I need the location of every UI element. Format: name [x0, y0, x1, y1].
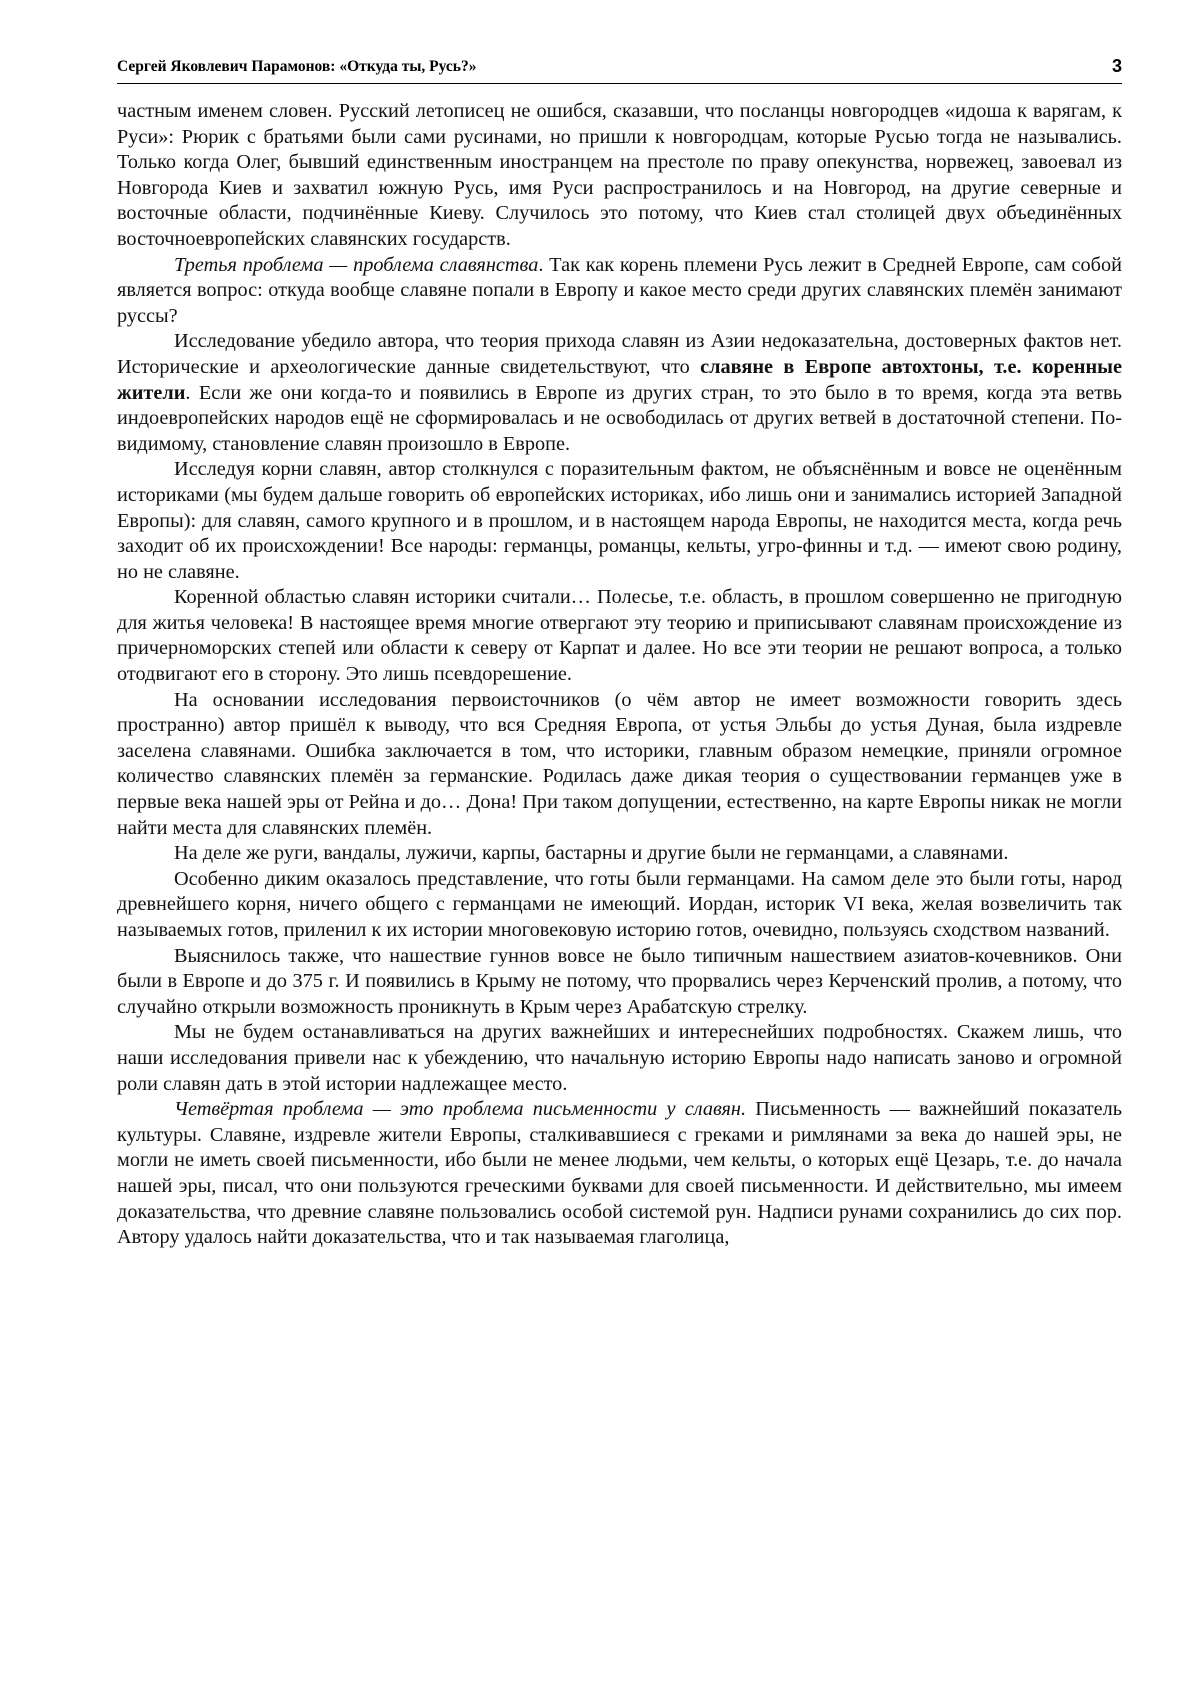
paragraph-lead-italic: Четвёртая проблема — это проблема письменности у славян.	[174, 1098, 747, 1121]
paragraph-9	[117, 944, 1122, 1021]
paragraph-2	[117, 253, 1122, 330]
paragraph-text: Исследование убедило автора, что теория прихода славян из Азии недоказательна, достоверных фактов нет. Исторические и археологические данные свидетельствуют, что	[117, 330, 1122, 378]
paragraph-text: . Если же они когда-то и появились в Европе из других стран, то это было в то время, когда эта ветвь индоевропейских народов ещё не сформировалась и не освободилась от других ветвей в достаточной степени. По-видимому, становление славян произошло в Европе.	[117, 381, 1122, 455]
paragraph-8	[117, 867, 1122, 944]
paragraph-text: . Так как корень племени Русь лежит в Средней Европе, сам собой является вопрос: откуда вообще славяне попали в Европу и какое место среди других славянских племён занимают руссы?	[117, 253, 1122, 327]
paragraph-6	[117, 688, 1122, 842]
paragraph-text: Письменность — важнейший показатель культуры. Славяне, издревле жители Европы, сталкивавшиеся с греками и римлянами за века до нашей эры, не могли не иметь своей письменности, ибо были не менее людьми, чем кельты, о которых ещё Цезарь, т.е. до начала нашей эры, писал, что они пользуются греческими буквами для своей письменности. И действительно, мы имеем доказательства, что древние славяне пользовались особой системой рун. Надписи рунами сохранились до сих пор. Автору удалось найти доказательства, что и так называемая глаголица,	[117, 1098, 1122, 1249]
paragraph-text: Выяснилось также, что нашествие гуннов вовсе не было типичным нашествием азиатов-кочевников. Они были в Европе и до 375 г. И появились в Крыму не потому, что прорвались через Керченский пролив, а потому, что случайно открыли возможность проникнуть в Крым через Арабатскую стрелку.	[117, 944, 1122, 1018]
header-title: Сергей Яковлевич Парамонов: «Откуда ты, Русь?»	[117, 58, 477, 75]
paragraph-text: На деле же руги, вандалы, лужичи, карпы, бастарны и другие были не германцами, а славянами.	[174, 842, 1009, 865]
paragraph-lead-italic: Третья проблема — проблема славянства	[174, 253, 539, 276]
header-divider	[117, 83, 1122, 84]
paragraph-7	[117, 841, 1122, 867]
paragraph-text: На основании исследования первоисточников (о чём автор не имеет возможности говорить здесь пространно) автор пришёл к выводу, что вся Средняя Европа, от устья Эльбы до устья Дуная, была издревле заселена славянами. Ошибка заключается в том, что историки, главным образом немецкие, приняли огромное количество славянских племён за германские. Родилась даже дикая теория о существовании германцев уже в первые века нашей эры от Рейна и до… Дона! При таком допущении, естественно, на карте Европы никак не могли найти места для славянских племён.	[117, 688, 1122, 839]
paragraph-text: частным именем словен. Русский летописец не ошибся, сказавши, что посланцы новгородцев «идоша к варягам, к Руси»: Рюрик с братьями были сами русинами, но пришли к новгородцам, которые Русью тогда не назывались. Только когда Олег, бывший единственным иностранцем на престоле по праву опекунства, норвежец, завоевал из Новгорода Киев и захватил южную Русь, имя Руси распространилось и на Новгород, на другие северные и восточные области, подчинённые Киеву. Случилось это потому, что Киев стал столицей двух объединённых восточноевропейских славянских государств.	[117, 100, 1122, 250]
paragraph-4	[117, 457, 1122, 585]
paragraph-11	[117, 1097, 1122, 1251]
paragraph-3	[117, 329, 1122, 457]
paragraph-5	[117, 585, 1122, 687]
paragraph-text: Исследуя корни славян, автор столкнулся с поразительным фактом, не объяснённым и вовсе не оценённым историками (мы будем дальше говорить об европейских историках, ибо лишь они и занимались историей Западной Европы): для славян, самого крупного и в прошлом, и в настоящем народа Европы, не находится места, когда речь заходит об их происхождении! Все народы: германцы, романцы, кельты, угро-финны и т.д. — имеют свою родину, но не славяне.	[117, 458, 1122, 583]
paragraph-10	[117, 1020, 1122, 1097]
page-number: 3	[1111, 56, 1122, 76]
running-header	[117, 56, 1122, 82]
paragraph-bold-phrase: славяне в Европе автохтоны, т.е. коренные жители	[117, 355, 1122, 404]
paragraph-text: Мы не будем останавливаться на других важнейших и интереснейших подробностях. Скажем лишь, что наши исследования привели нас к убеждению, что начальную историю Европы надо написать заново и огромной роли славян дать в этой истории надлежащее место.	[117, 1021, 1122, 1095]
paragraph-1	[117, 99, 1122, 253]
paragraph-text: Коренной областью славян историки считали… Полесье, т.е. область, в прошлом совершенно не пригодную для житья человека! В настоящее время многие отвергают эту теорию и приписывают славянам происхождение из причерноморских степей или области к северу от Карпат и далее. Но все эти теории не решают вопроса, а только отодвигают его в сторону. Это лишь псевдорешение.	[117, 586, 1122, 686]
body-text	[117, 99, 1122, 1251]
paragraph-text: Особенно диким оказалось представление, что готы были германцами. На самом деле это были готы, народ древнейшего корня, ничего общего с германцами не имеющий. Иордан, историк VI века, желая возвеличить так называемых готов, приленил к их истории многовековую историю готов, очевидно, пользуясь сходством названий.	[117, 867, 1122, 941]
